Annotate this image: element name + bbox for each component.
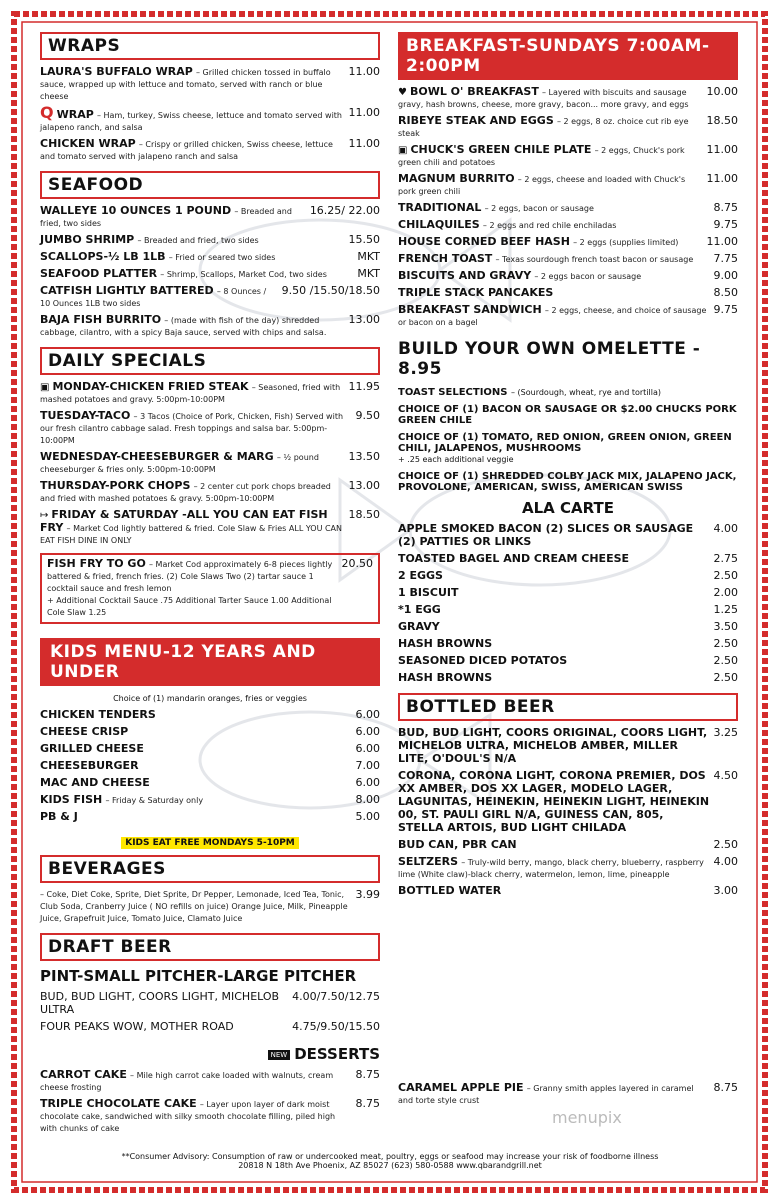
- item-price: 16.25/ 22.00: [309, 204, 380, 217]
- item-name: BOWL O' BREAKFAST: [409, 85, 539, 98]
- desserts-heading: DESSERTS: [294, 1045, 380, 1063]
- item-desc: – Shrimp, Scallops, Market Cod, two sides: [160, 270, 327, 279]
- item-desc: – Truly-wild berry, mango, black cherry, blueberry, raspberry lime (White claw)-black cherry, watermelon, lemon, lime, pineapple: [398, 858, 704, 879]
- item-desc: – Market Cod approximately 6-8 pieces lightly battered & fried, french fries. (2) Cole Slaws Two (2) tartar sauce 1 cocktail sauce and fresh lemon: [47, 560, 333, 593]
- item-desc: – ½ pound cheeseburger & fries only. 5:00pm-10:00PM: [40, 453, 319, 474]
- item-name: CHICKEN WRAP: [40, 137, 136, 150]
- menu-item: [40, 381, 380, 406]
- menu-item: [398, 604, 738, 617]
- item-price: 4.00/7.50/12.75: [292, 990, 380, 1003]
- item-name: GRILLED CHEESE: [40, 742, 144, 755]
- item-name: RIBEYE STEAK AND EGGS: [398, 114, 554, 127]
- item-name: WEDNESDAY-CHEESEBURGER & MARG: [40, 450, 274, 463]
- item-desc: – Texas sourdough french toast bacon or sausage: [495, 255, 694, 264]
- item-name: FOUR PEAKS WOW, MOTHER ROAD: [40, 1020, 234, 1033]
- item-price: 11.00: [348, 65, 380, 78]
- menu-item: [40, 285, 380, 310]
- item-name: CHEESE CRISP: [40, 725, 129, 738]
- item-desc: – Crispy or grilled chicken, Swiss cheese, lettuce and tomato served with jalapeno ranch and salsa: [40, 140, 333, 161]
- right-column: [398, 32, 738, 1105]
- item-name: BUD, BUD LIGHT, COORS ORIGINAL, COORS LIGHT, MICHELOB ULTRA, MICHELOB AMBER, MILLER LITE, O'DOUL'S N/A: [398, 726, 708, 765]
- new-icon: NEW: [268, 1050, 291, 1060]
- item-name: THURSDAY-PORK CHOPS: [40, 479, 191, 492]
- menu-item: [398, 173, 738, 198]
- omelette-heading: BUILD YOUR OWN OMELETTE - 8.95: [398, 339, 701, 379]
- item-price: 2.00: [713, 586, 738, 599]
- kids-section: [40, 638, 380, 849]
- beverages-desc: – Coke, Diet Coke, Sprite, Diet Sprite, Dr Pepper, Lemonade, Iced Tea, Tonic, Club Soda, Cranberry Juice ( NO refills on juice) Orange Juice, Milk, Pineapple Juice, Grapefruit Juice, Tomato Juice, Clamato Juice: [40, 890, 348, 923]
- beverages-heading: BEVERAGES: [40, 855, 380, 883]
- choice-text: CHOICE OF (1) TOMATO, RED ONION, GREEN ONION, GREEN CHILI, JALAPENOS, MUSHROOMS: [398, 432, 732, 454]
- item-name: TUESDAY-TACO: [40, 409, 131, 422]
- menu-item: [398, 144, 738, 169]
- item-price: 3.25: [713, 726, 738, 739]
- menu-item: [398, 727, 738, 766]
- item-price: 15.50: [348, 233, 380, 246]
- item-price: 3.50: [713, 620, 738, 633]
- item-name: 2 EGGS: [398, 569, 443, 582]
- item-name: LAURA'S BUFFALO WRAP: [40, 65, 193, 78]
- item-desc: – 8 Ounces / 10 Ounces 1LB two sides: [40, 287, 267, 308]
- item-name: WALLEYE 10 OUNCES 1 POUND: [40, 204, 232, 217]
- daily-specials-list: [40, 381, 380, 624]
- item-price: 1.25: [713, 603, 738, 616]
- left-column: [40, 32, 380, 1139]
- item-name: CHEESEBURGER: [40, 759, 139, 772]
- item-price: 8.00: [355, 793, 380, 806]
- item-price: 6.00: [355, 742, 380, 755]
- menu-item: [398, 570, 738, 583]
- item-price: 6.00: [355, 725, 380, 738]
- menu-item: [398, 236, 738, 249]
- menu-item: [40, 811, 380, 824]
- item-name: FRIDAY & SATURDAY -ALL YOU CAN EAT FISH FRY: [40, 508, 328, 534]
- item-name: MAC AND CHEESE: [40, 776, 150, 789]
- item-price: 8.75: [713, 201, 738, 214]
- toast-desc: – (Sourdough, wheat, rye and tortilla): [510, 388, 662, 397]
- item-desc: – 3 Tacos (Choice of Pork, Chicken, Fish) Served with our fresh cilantro cabbage salad. Fresh toppings and salsa bar. 5:00pm-10:00PM: [40, 412, 344, 445]
- item-price: 18.50: [348, 508, 380, 521]
- menu-item: [398, 219, 738, 232]
- menu-item: [40, 410, 380, 447]
- menu-item: [40, 451, 380, 476]
- item-price: 7.00: [355, 759, 380, 772]
- item-desc: – Layer upon layer of dark moist chocolate cake, sandwiched with silky smooth chocolate filling, piled high with chunks of cake: [40, 1100, 336, 1133]
- item-price: 9.00: [713, 269, 738, 282]
- item-price: 8.75: [713, 1081, 738, 1094]
- item-desc: – 2 eggs, cheese and loaded with Chuck's pork green chili: [398, 175, 686, 196]
- item-name: 1 BISCUIT: [398, 586, 459, 599]
- item-price: 6.00: [355, 776, 380, 789]
- menu-item: [40, 509, 380, 547]
- menu-item: [398, 523, 738, 549]
- menu-item: [40, 743, 380, 756]
- item-price: 4.00: [713, 855, 738, 868]
- menu-item: [40, 726, 380, 739]
- menu-item: [398, 839, 738, 852]
- menu-item: [40, 1098, 380, 1135]
- menu-item: [40, 1069, 380, 1094]
- kids-free-banner: KIDS EAT FREE MONDAYS 5-10PM: [121, 837, 299, 849]
- item-desc: – 2 eggs, Chuck's pork green chili and potatoes: [398, 146, 685, 167]
- menu-item: [398, 287, 738, 300]
- item-name: SEASONED DICED POTATOS: [398, 654, 568, 667]
- menu-item: [398, 253, 738, 266]
- kids-heading: KIDS MENU-12 YEARS AND UNDER: [40, 638, 380, 686]
- menu-item: [398, 856, 738, 881]
- toast-selection: [398, 387, 738, 398]
- menu-item: [398, 655, 738, 668]
- menu-item: [40, 991, 380, 1017]
- item-price: 6.00: [355, 708, 380, 721]
- draft-beer-subheading: PINT-SMALL PITCHER-LARGE PITCHER: [40, 967, 357, 985]
- menu-item: [398, 621, 738, 634]
- item-desc: – Seasoned, fried with mashed potatoes and gravy. 5:00pm-10:00PM: [40, 383, 341, 404]
- item-price: 2.50: [713, 654, 738, 667]
- menu-item: [398, 1082, 738, 1107]
- menu-item: [40, 103, 380, 134]
- item-name: CARROT CAKE: [40, 1068, 127, 1081]
- item-desc: – Layered with biscuits and sausage gravy, hash browns, cheese, more gravy, bacon... more gravy, and eggs: [398, 88, 689, 109]
- item-name: BUD CAN, PBR CAN: [398, 838, 517, 851]
- menu-item: [40, 777, 380, 790]
- item-price: 11.00: [706, 143, 738, 156]
- item-price: 2.50: [713, 637, 738, 650]
- item-price: 5.00: [355, 810, 380, 823]
- item-desc: – (made with fish of the day) shredded cabbage, cilantro, with a spicy Baja sauce, served with chips and salsa.: [40, 316, 327, 337]
- menu-item: [398, 672, 738, 685]
- omelette-choice-2: [398, 432, 738, 465]
- wraps-list: [40, 66, 380, 163]
- seafood-list: [40, 205, 380, 339]
- beverages-item: [40, 889, 380, 925]
- toast-label: TOAST SELECTIONS: [398, 387, 508, 398]
- new-icon: ▣: [40, 382, 50, 393]
- menu-item: [40, 234, 380, 247]
- breakfast-list: [398, 86, 738, 329]
- item-name: CORONA, CORONA LIGHT, CORONA PREMIER, DOS XX AMBER, DOS XX LAGER, MODELO LAGER, LAGUNITAS, HEINEKIN, HEINEKIN LIGHT, HEINEKIN 00, ST. PAULI GIRL N/A, GUINESS CAN, 805, STELLA ARTOIS, BUD LIGHT CHILADA: [398, 769, 710, 834]
- item-price: 13.50: [348, 450, 380, 463]
- item-price: 8.75: [355, 1097, 380, 1110]
- menu-item: [40, 480, 380, 505]
- watermark: menupix: [552, 1108, 622, 1127]
- item-price: 11.00: [706, 172, 738, 185]
- item-name: CHICKEN TENDERS: [40, 708, 156, 721]
- item-name: BAJA FISH BURRITO: [40, 313, 162, 326]
- menu-item: [40, 760, 380, 773]
- consumer-advisory: **Consumer Advisory: Consumption of raw or undercooked meat, poultry, eggs or seafood may increase your risk of foodborne illness: [121, 1152, 659, 1161]
- item-desc: – Friday & Saturday only: [105, 796, 204, 805]
- item-price: 20.50: [341, 557, 373, 570]
- item-name: *1 EGG: [398, 603, 441, 616]
- item-price: 11.00: [348, 137, 380, 150]
- item-price: 8.75: [355, 1068, 380, 1081]
- arrow-icon: ↦: [40, 510, 49, 521]
- item-desc: – 2 center cut pork chops breaded and fried with mashed potatoes & gravy. 5:00pm-10:00PM: [40, 482, 331, 503]
- item-name: MONDAY-CHICKEN FRIED STEAK: [52, 380, 249, 393]
- item-price: 13.00: [348, 313, 380, 326]
- breakfast-heading: BREAKFAST-SUNDAYS 7:00AM-2:00PM: [398, 32, 738, 80]
- item-name: BISCUITS AND GRAVY: [398, 269, 532, 282]
- item-desc: – Granny smith apples layered in caramel and torte style crust: [398, 1084, 694, 1105]
- menu-item: [398, 270, 738, 283]
- item-price: 18.50: [706, 114, 738, 127]
- item-name: APPLE SMOKED BACON (2) SLICES OR SAUSAGE (2) PATTIES OR LINKS: [398, 522, 694, 548]
- heart-icon: ♥: [398, 87, 407, 98]
- item-desc: – 2 eggs (supplies limited): [573, 238, 679, 247]
- choice-note: + .25 each additional veggie: [398, 455, 514, 464]
- item-price: 9.50 /15.50/18.50: [281, 284, 380, 297]
- beverages-price: 3.99: [355, 888, 380, 901]
- item-name: HOUSE CORNED BEEF HASH: [398, 235, 570, 248]
- menu-item: [40, 709, 380, 722]
- fish-fry-to-go: [40, 553, 380, 624]
- item-desc: – Fried or seared two sides: [168, 253, 276, 262]
- alacarte-list: [398, 523, 738, 685]
- item-name: BREAKFAST SANDWICH: [398, 303, 542, 316]
- item-name: CHUCK'S GREEN CHILE PLATE: [410, 143, 592, 156]
- item-desc: – Breaded and fried, two sides: [40, 207, 292, 228]
- item-price: 2.50: [713, 838, 738, 851]
- item-name: BUD, BUD LIGHT, COORS LIGHT, MICHELOB ULTRA: [40, 990, 280, 1016]
- item-name: FISH FRY TO GO: [47, 557, 146, 570]
- menu-item: [40, 205, 380, 230]
- q-logo-icon: Q: [40, 103, 54, 122]
- menu-item: [398, 587, 738, 600]
- item-desc: – Grilled chicken tossed in buffalo sauce, wrapped up with lettuce and tomato, served with ranch or blue cheese: [40, 68, 331, 101]
- item-price: 4.75/9.50/15.50: [292, 1020, 380, 1033]
- item-name: TOASTED BAGEL AND CREAM CHEESE: [398, 552, 630, 565]
- item-name: BOTTLED WATER: [398, 884, 502, 897]
- menu-item: [398, 770, 738, 835]
- item-name: SCALLOPS-½ LB 1LB: [40, 250, 166, 263]
- item-name: MAGNUM BURRITO: [398, 172, 515, 185]
- item-desc: – Ham, turkey, Swiss cheese, lettuce and tomato served with jalapeno ranch, and salsa: [40, 111, 342, 132]
- item-price: 11.95: [348, 380, 380, 393]
- menu-item: [40, 268, 380, 281]
- menu-item: [40, 794, 380, 807]
- bottled-beer-heading: BOTTLED BEER: [398, 693, 738, 721]
- item-desc: – 2 eggs bacon or sausage: [534, 272, 642, 281]
- item-desc: – 2 eggs, cheese, and choice of sausage or bacon on a bagel: [398, 306, 707, 327]
- item-price: 2.50: [713, 569, 738, 582]
- seafood-heading: SEAFOOD: [40, 171, 380, 199]
- menu-item: [40, 251, 380, 264]
- item-name: FRENCH TOAST: [398, 252, 493, 265]
- item-price: 2.75: [713, 552, 738, 565]
- item-name: CATFISH LIGHTLY BATTERED: [40, 284, 214, 297]
- item-name: GRAVY: [398, 620, 440, 633]
- item-price: 9.75: [713, 218, 738, 231]
- item-name: TRIPLE STACK PANCAKES: [398, 286, 554, 299]
- item-name: JUMBO SHRIMP: [40, 233, 135, 246]
- omelette-choice-1: CHOICE OF (1) BACON OR SAUSAGE OR $2.00 CHUCKS PORK GREEN CHILE: [398, 404, 737, 426]
- menu-item: [40, 66, 380, 103]
- omelette-choice-3: CHOICE OF (1) SHREDDED COLBY JACK MIX, JALAPENO JACK, PROVOLONE, AMERICAN, SWISS, AMERICAN SWISS: [398, 471, 737, 493]
- item-name: SEAFOOD PLATTER: [40, 267, 158, 280]
- menu-item: [40, 1021, 380, 1034]
- item-name: KIDS FISH: [40, 793, 103, 806]
- menu-item: [398, 304, 738, 329]
- item-price: 9.50: [355, 409, 380, 422]
- item-desc: – Market Cod lightly battered & fried. Cole Slaw & Fries ALL YOU CAN EAT FISH DINE IN ONLY: [40, 524, 343, 545]
- menu-item: [40, 314, 380, 339]
- kids-note: Choice of (1) mandarin oranges, fries or veggies: [113, 694, 307, 703]
- draft-beer-heading: DRAFT BEER: [40, 933, 380, 961]
- daily-specials-heading: DAILY SPECIALS: [40, 347, 380, 375]
- item-price: MKT: [357, 267, 380, 280]
- item-price: 3.00: [713, 884, 738, 897]
- item-price: 2.50: [713, 671, 738, 684]
- item-desc: – 2 eggs and red chile enchiladas: [482, 221, 617, 230]
- item-price: 11.00: [348, 106, 380, 119]
- item-name: TRADITIONAL: [398, 201, 482, 214]
- wraps-heading: WRAPS: [40, 32, 380, 60]
- item-name: CHILAQUILES: [398, 218, 480, 231]
- item-name: PB & J: [40, 810, 78, 823]
- item-name: WRAP: [56, 108, 94, 121]
- item-price: 4.00: [713, 522, 738, 535]
- footer: [60, 1152, 720, 1170]
- menu-item: [398, 638, 738, 651]
- item-desc: – 2 eggs, 8 oz. choice cut rib eye steak: [398, 117, 689, 138]
- item-desc: – 2 eggs, bacon or sausage: [484, 204, 594, 213]
- item-name: SELTZERS: [398, 855, 459, 868]
- item-price: 8.50: [713, 286, 738, 299]
- item-price: 4.50: [713, 769, 738, 782]
- menu-item: [398, 885, 738, 898]
- item-price: 10.00: [706, 85, 738, 98]
- item-price: 13.00: [348, 479, 380, 492]
- alacarte-heading: ALA CARTE: [522, 499, 614, 517]
- item-name: HASH BROWNS: [398, 671, 493, 684]
- item-price: MKT: [357, 250, 380, 263]
- item-price: 9.75: [713, 303, 738, 316]
- desserts-heading-row: [40, 1044, 380, 1063]
- menu-item: [40, 138, 380, 163]
- item-price: 7.75: [713, 252, 738, 265]
- menu-item: [398, 202, 738, 215]
- item-price: 11.00: [706, 235, 738, 248]
- new-icon: ▣: [398, 145, 408, 156]
- address: 20818 N 18th Ave Phoenix, AZ 85027 (623) 580-0588 www.qbarandgrill.net: [238, 1161, 542, 1170]
- item-desc: – Mile high carrot cake loaded with walnuts, cream cheese frosting: [40, 1071, 334, 1092]
- menu-item: [398, 553, 738, 566]
- item-name: TRIPLE CHOCOLATE CAKE: [40, 1097, 197, 1110]
- item-desc: – Breaded and fried, two sides: [137, 236, 259, 245]
- menu-item: [398, 115, 738, 140]
- item-note: + Additional Cocktail Sauce .75 Additional Tarter Sauce 1.00 Additional Cole Slaw 1.25: [47, 596, 332, 617]
- bottled-beer-list: [398, 727, 738, 898]
- item-name: HASH BROWNS: [398, 637, 493, 650]
- menu-item: [398, 86, 738, 111]
- item-name: CARAMEL APPLE PIE: [398, 1081, 524, 1094]
